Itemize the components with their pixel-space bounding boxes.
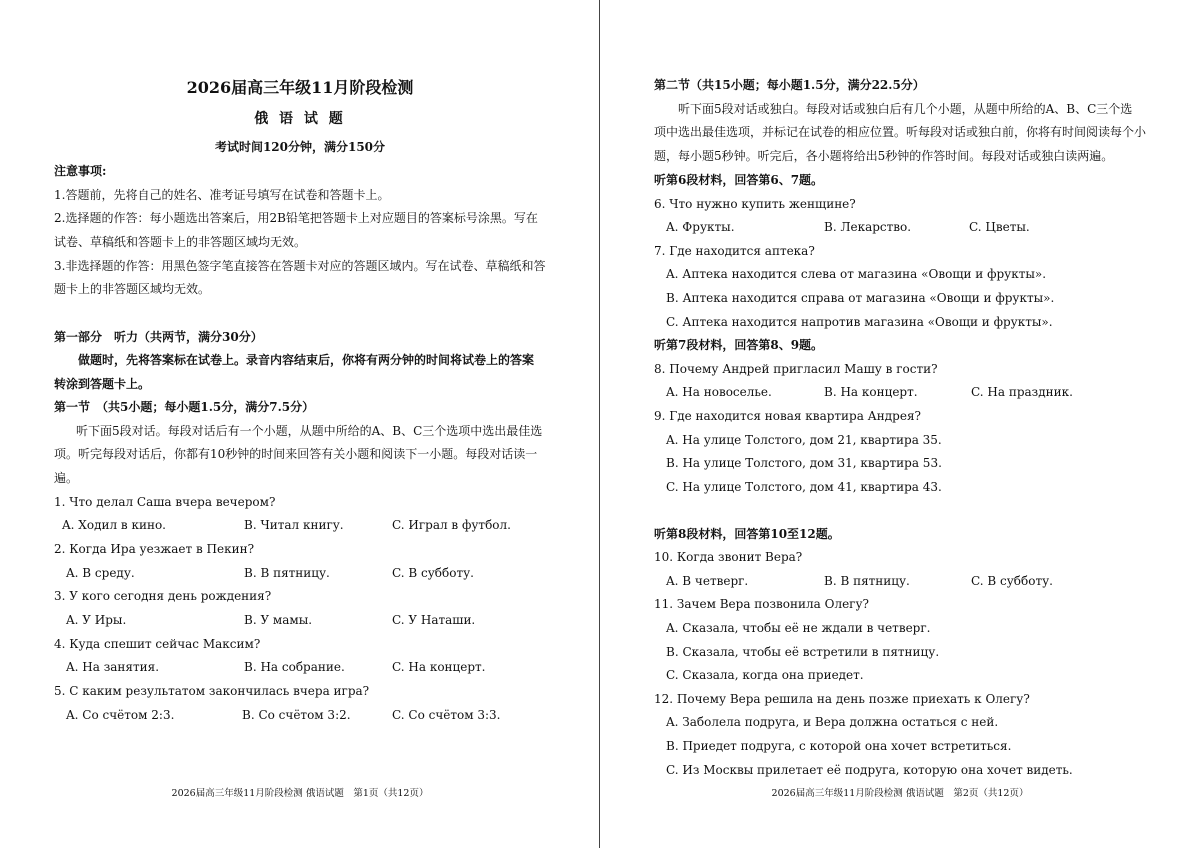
option-9a: A. На улице Толстого, дом 21, квартира 35. [666,433,942,447]
option-11b: B. Сказала, чтобы её встретили в пятницу. [666,645,940,659]
option-4a: A. На занятия. [66,660,160,674]
option-6a: A. Фрукты. [666,220,735,234]
question-6: 6. Что нужно купить женщине? [654,197,856,211]
option-1a: A. Ходил в кино. [62,518,166,532]
note-1: 1.答题前，先将自己的姓名、准考证号填写在试卷和答题卡上。 [54,188,390,202]
option-11a: A. Сказала, чтобы её не ждали в четверг. [666,621,931,635]
question-11: 11. Зачем Вера позвонила Олегу? [654,597,869,611]
material-7-heading: 听第7段材料，回答第8、9题。 [654,338,824,352]
option-11c: C. Сказала, когда она приедет. [666,668,864,682]
subject-title: 俄 语 试 题 [254,111,346,127]
option-4c: C. На концерт. [392,660,486,674]
question-2: 2. Когда Ира уезжает в Пекин? [54,542,255,556]
section2-intro-b: 项中选出最佳选项，并标记在试卷的相应位置。听每段对话或独白前，你将有时间阅读每个小 [654,125,1147,139]
option-2c: C. В субботу. [392,566,474,580]
option-5b: B. Со счётом 3:2. [242,708,351,722]
option-12b: B. Приедет подруга, с которой она хочет встретиться. [666,739,1012,753]
question-5: 5. С каким результатом закончилась вчера игра? [54,684,370,698]
page-footer-right: 2026届高三年级11月阶段检测 俄语试题 第2页（共12页） [771,788,1029,799]
option-8c: C. На праздник. [971,385,1073,399]
option-12a: A. Заболела подруга, и Вера должна остаться с ней. [666,715,999,729]
option-8b: B. На концерт. [824,385,918,399]
option-10a: A. В четверг. [666,574,749,588]
option-1b: B. Читал книгу. [244,518,344,532]
question-10: 10. Когда звонит Вера? [654,550,803,564]
section2-heading: 第二节（共15小题；每小题1.5分，满分22.5分） [654,78,925,92]
option-4b: B. На собрание. [244,660,345,674]
option-9b: B. На улице Толстого, дом 31, квартира 53. [666,456,942,470]
option-6b: B. Лекарство. [824,220,912,234]
note-3b: 题卡上的非答题区域均无效。 [54,282,211,296]
option-3b: B. У мамы. [244,613,313,627]
option-7c: C. Аптека находится напротив магазина «Овощи и фрукты». [666,315,1053,329]
option-12c: C. Из Москвы прилетает её подруга, которую она хочет видеть. [666,763,1073,777]
material-6-heading: 听第6段材料，回答第6、7题。 [654,173,824,187]
section1-heading: 第一节 （共5小题；每小题1.5分，满分7.5分） [54,400,315,414]
part1-intro-b: 转涂到答题卡上。 [54,377,151,391]
note-2a: 2.选择题的作答：每小题选出答案后，用2B铅笔把答题卡上对应题目的答案标号涂黑。写在 [54,211,538,225]
option-2a: A. В среду. [66,566,135,580]
option-7a: A. Аптека находится слева от магазина «Овощи и фрукты». [666,267,1047,281]
part1-heading: 第一部分 听力（共两节，满分30分） [54,330,263,344]
option-3c: C. У Наташи. [392,613,476,627]
option-5a: A. Со счётом 2:3. [66,708,175,722]
option-9c: C. На улице Толстого, дом 41, квартира 43. [666,480,942,494]
page-2 [600,0,1200,848]
material-8-heading: 听第8段材料，回答第10至12题。 [654,527,840,541]
question-7: 7. Где находится аптека? [654,244,815,258]
option-5c: C. Со счётом 3:3. [392,708,501,722]
question-9: 9. Где находится новая квартира Андрея? [654,409,921,423]
question-4: 4. Куда спешит сейчас Максим? [54,637,261,651]
section1-intro-b: 项。听完每段对话后，你都有10秒钟的时间来回答有关小题和阅读下一小题。每段对话读一 [54,447,538,461]
note-3a: 3.非选择题的作答：用黑色签字笔直接答在答题卡对应的答题区域内。写在试卷、草稿纸和答 [54,259,546,273]
question-3: 3. У кого сегодня день рождения? [54,589,272,603]
note-2b: 试卷、草稿纸和答题卡上的非答题区域均无效。 [54,235,307,249]
option-2b: B. В пятницу. [244,566,330,580]
option-6c: C. Цветы. [969,220,1030,234]
option-7b: B. Аптека находится справа от магазина «Овощи и фрукты». [666,291,1055,305]
part1-intro-a: 做题时，先将答案标在试卷上。录音内容结束后，你将有两分钟的时间将试卷上的答案 [78,353,535,367]
question-12: 12. Почему Вера решила на день позже приехать к Олегу? [654,692,1030,706]
time-info: 考试时间120分钟，满分150分 [214,140,386,154]
section1-intro-c: 遍。 [54,471,79,485]
question-1: 1. Что делал Саша вчера вечером? [54,495,276,509]
page-footer-left: 2026届高三年级11月阶段检测 俄语试题 第1页（共12页） [171,788,429,799]
option-1c: C. Играл в футбол. [392,518,511,532]
notes-heading: 注意事项: [54,164,107,178]
section1-intro-a: 听下面5段对话。每段对话后有一个小题，从题中所给的A、B、C三个选项中选出最佳选 [76,424,543,438]
section2-intro-a: 听下面5段对话或独白。每段对话或独白后有几个小题，从题中所给的A、B、C三个选 [678,102,1133,116]
section2-intro-c: 题，每小题5秒钟。听完后，各小题将给出5秒钟的作答时间。每段对话或独白读两遍。 [654,149,1114,163]
option-8a: A. На новоселье. [666,385,772,399]
option-3a: A. У Иры. [66,613,127,627]
exam-title: 2026届高三年级11月阶段检测 [186,78,414,97]
question-8: 8. Почему Андрей пригласил Машу в гости? [654,362,938,376]
option-10b: B. В пятницу. [824,574,910,588]
option-10c: C. В субботу. [971,574,1053,588]
